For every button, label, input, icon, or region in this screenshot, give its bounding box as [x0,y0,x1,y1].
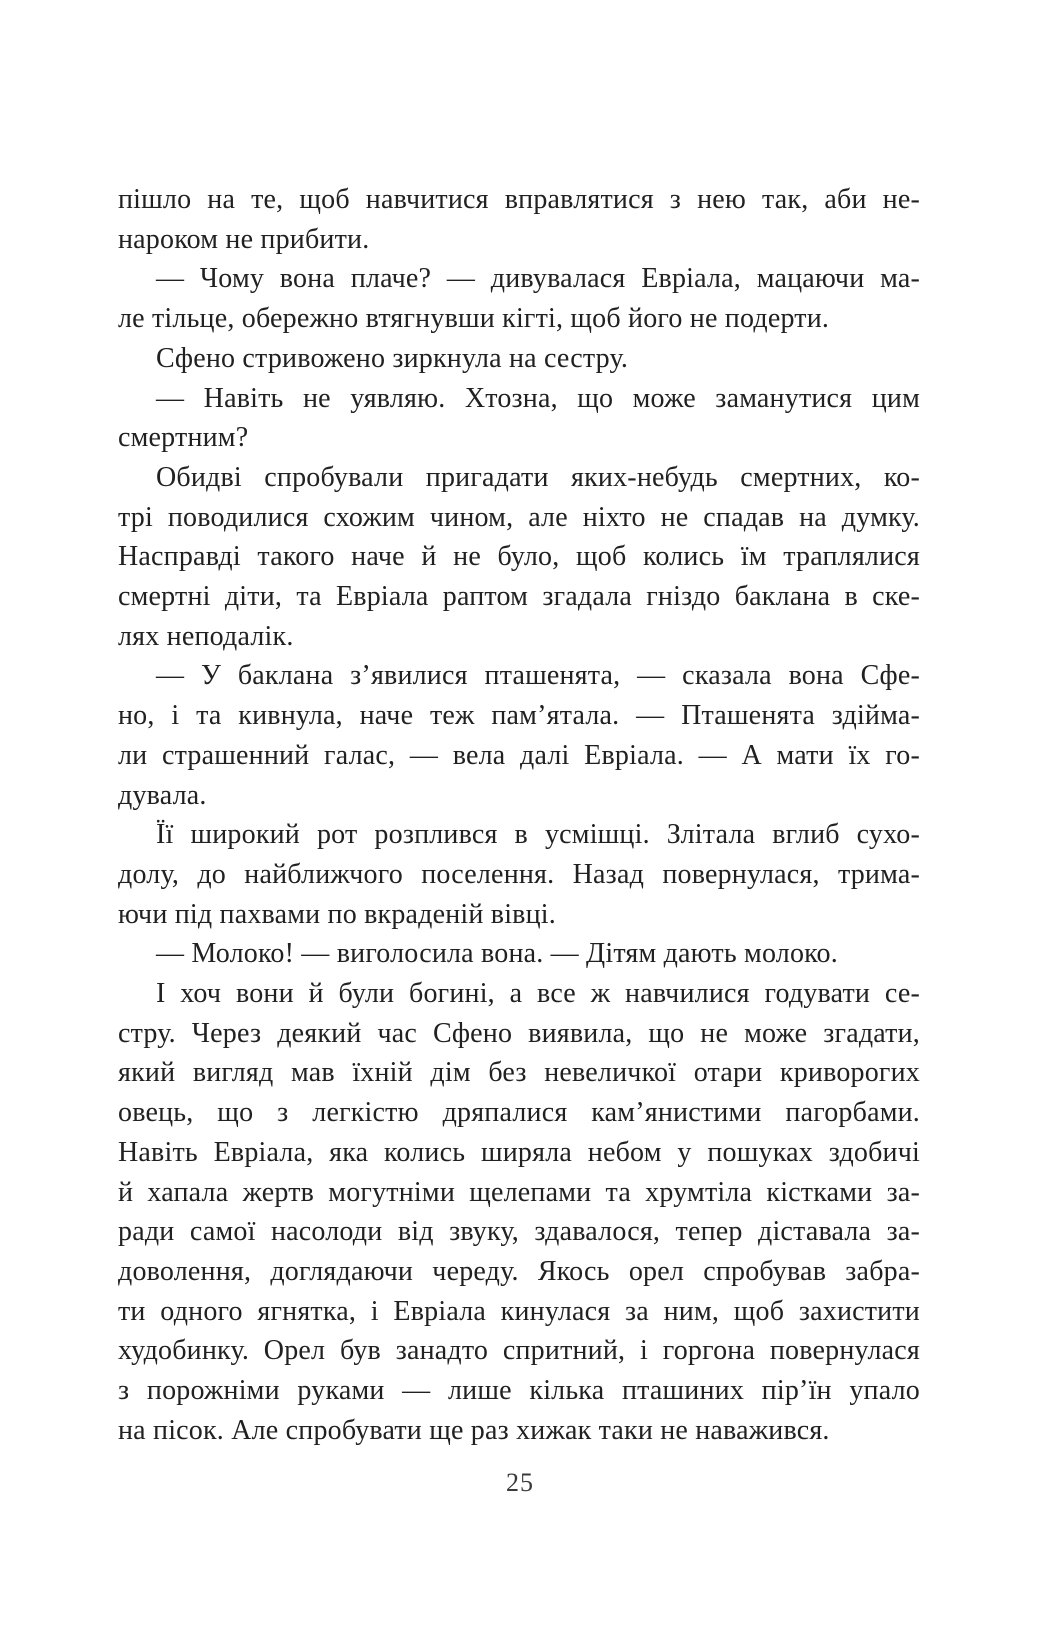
text-line: й хапала жертв могутніми щелепами та хрумтіла кістками за- [118,1176,920,1208]
text-line: ле тільце, обережно втягнувши кігті, щоб його не подерти. [118,303,830,335]
text-line: ючи під пахвами по вкраденій вівці. [118,898,556,930]
text-line: — Навіть не уявляю. Хтозна, що може заманутися цим [156,382,920,414]
text-line: лях неподалік. [118,620,294,652]
paragraph [118,259,920,338]
text-line: дувала. [118,779,207,811]
text-line: Насправді такого наче й не було, щоб колись їм траплялися [118,541,920,573]
text-line: з порожніми руками — лише кілька пташиних пір’їн упало [118,1375,920,1407]
paragraph [118,458,920,657]
text-line: но, і та кивнула, наче теж пам’ятала. — Пташенята здійма- [118,700,920,732]
paragraph [118,656,920,815]
text-line: нароком не прибити. [118,223,370,255]
text-line: пішло на те, щоб навчитися вправлятися з нею так, аби не- [118,184,920,215]
text-line: доволення, доглядаючи череду. Якось орел спробував забра- [118,1255,920,1287]
text-line: — У баклана з’явилися пташенята, — сказала вона Сфе- [156,660,920,692]
text-line: ти одного ягнятка, і Евріала кинулася за ним, щоб захистити [118,1295,920,1327]
text-line: І хоч вони й були богині, а все ж навчилися годувати се- [156,978,920,1010]
paragraph [118,379,920,458]
text-line: — Молоко! — виголосила вона. — Дітям дають молоко. [156,938,838,970]
page-number: 25 [506,1468,534,1497]
text-line: на пісок. Але спробувати ще раз хижак таки не наважився. [118,1414,830,1446]
text-line: Обидві спробували пригадати яких-небудь смертних, ко- [156,461,920,493]
page-text [118,180,920,1451]
text-line: ли страшенний галас, — вела далі Евріала. — А мати їх го- [118,739,920,771]
paragraph [118,815,920,934]
text-line: Сфено стривожено зиркнула на сестру. [156,342,629,374]
text-line: — Чому вона плаче? — дивувалася Евріала, мацаючи ма- [156,263,920,295]
text-line: овець, що з легкістю дряпалися кам’янистими пагорбами. [118,1097,920,1129]
text-line: смертним? [118,422,249,454]
text-line: який вигляд мав їхній дім без невеличкої отари криворогих [118,1057,920,1089]
paragraph [118,974,920,1450]
text-line: трі поводилися схожим чином, але ніхто не спадав на думку. [118,501,920,533]
text-line: долу, до найближчого поселення. Назад повернулася, трима- [118,858,920,890]
text-line: смертні діти, та Евріала раптом згадала гніздо баклана в ске- [118,581,920,613]
paragraph [118,180,920,259]
text-line: стру. Через деякий час Сфено виявила, що не може згадати, [118,1017,920,1049]
paragraph [118,339,920,379]
text-line: Її широкий рот розплився в усмішці. Злітала вглиб сухо- [156,819,920,851]
text-line: Навіть Евріала, яка колись ширяла небом у пошуках здобичі [118,1136,920,1168]
text-line: ради самої насолоди від звуку, здавалося, тепер діставала за- [118,1216,920,1248]
paragraph [118,934,920,974]
text-line: худобинку. Орел був занадто спритний, і горгона повернулася [118,1335,920,1367]
